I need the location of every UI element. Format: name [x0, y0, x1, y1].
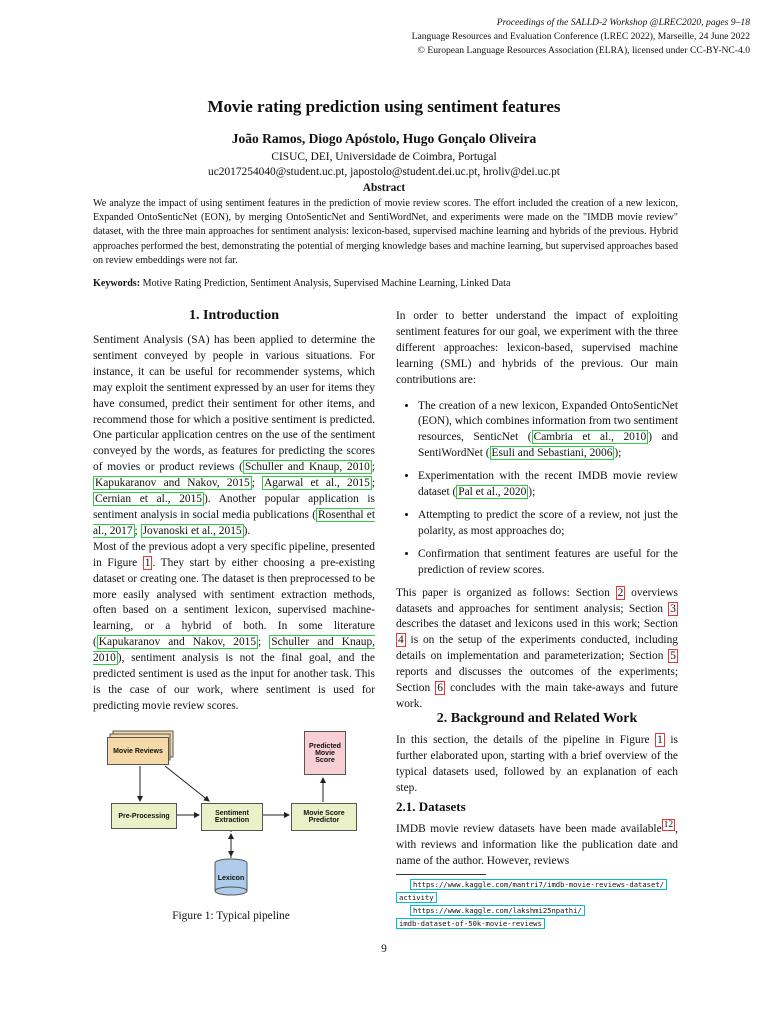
footnote-link[interactable]: activity — [396, 892, 437, 903]
footnote-ref-link[interactable]: 12 — [663, 820, 674, 830]
section-2-text — [396, 733, 678, 797]
box-predicted-score: Predicted Movie Score — [304, 731, 346, 775]
figure-ref-link[interactable]: 1 — [144, 556, 151, 569]
list-item: • Attempting to predict the score of a review, not just the polarity, as most approaches do; — [418, 508, 678, 540]
footnote-2-cont — [396, 917, 696, 930]
abstract-heading: Abstract — [362, 182, 406, 194]
footnote-link[interactable]: https://www.kaggle.com/lakshmi25npathi/ — [410, 905, 585, 916]
footnote-1 — [396, 878, 696, 891]
citation-link[interactable]: Jovanoski et al., 2015 — [142, 524, 242, 537]
figure-ref-link[interactable]: 1 — [657, 734, 663, 746]
citation-link[interactable]: Schuller and Knaup, 2010 — [93, 636, 375, 665]
affiliation-block — [0, 150, 768, 180]
citation-link[interactable]: Cernian et al., 2015 — [95, 493, 202, 506]
box-sentiment-extraction: Sentiment Extraction — [201, 803, 263, 831]
figure-caption: Figure 1: Typical pipeline — [172, 910, 290, 922]
section-ref-link[interactable]: 5 — [670, 650, 676, 663]
page-number: 9 — [381, 943, 387, 955]
list-item: • Confirmation that sentiment features are useful for the prediction of review scores. — [418, 547, 678, 579]
datasets-paragraph: IMDB movie review datasets have been made available $^{12}$ , with reviews and information like the publication date and name of the author. However, reviews — [396, 820, 678, 867]
proceedings-line-2: Language Resources and Evaluation Conference (LREC 2022), Marseille, 24 June 2022 — [411, 31, 750, 42]
citation-link[interactable]: Kapukaranov and Nakov, 2015 — [98, 636, 257, 649]
right-column — [396, 309, 678, 713]
section-1-heading: 1. Introduction — [189, 308, 279, 323]
authors: João Ramos, Diogo Apóstolo, Hugo Gonçalo Oliveira — [231, 131, 537, 146]
affiliation: CISUC, DEI, Universidade de Coimbra, Portugal — [271, 151, 497, 163]
box-preprocessing: Pre-Processing — [111, 803, 177, 829]
section-2-heading: 2. Background and Related Work — [436, 711, 638, 726]
citation-link[interactable]: Cambria et al., 2010 — [533, 431, 647, 444]
paper-title: Movie rating prediction using sentiment features — [207, 97, 561, 116]
footnote-rule — [396, 874, 486, 875]
keywords-text: Motive Rating Prediction, Sentiment Analysis, Supervised Machine Learning, Linked Data — [142, 278, 511, 289]
left-column — [93, 333, 375, 715]
section-ref-link[interactable]: 3 — [670, 602, 676, 615]
footnote-link[interactable]: imdb-dataset-of-50k-movie-reviews — [396, 918, 545, 929]
section-ref-link[interactable]: 4 — [398, 634, 404, 647]
list-item: • The creation of a new lexicon, Expanded OntoSenticNet (EON), which combines information from two sentiment resources, SenticNet ( Cambria et al., 2010 ) and SentiWordNet ( Esuli and Sebastiani, 2006 ); — [418, 399, 678, 463]
citation-link[interactable]: Agarwal et al., 2015 — [264, 477, 370, 490]
keywords — [93, 278, 510, 289]
keywords-label: Keywords: — [93, 278, 141, 289]
citation-link[interactable]: Pal et al., 2020 — [458, 486, 527, 499]
footnote-2 — [396, 904, 696, 917]
footnotes — [396, 878, 696, 930]
section-ref-link[interactable]: 6 — [437, 682, 443, 695]
proceedings-header — [412, 16, 750, 58]
box-movie-reviews: Movie Reviews — [107, 737, 169, 765]
proceedings-line-1: Proceedings of the SALLD-2 Workshop @LREC2020, pages 9–18 — [496, 17, 750, 28]
contributions-list — [396, 399, 678, 579]
citation-link[interactable]: Schuller and Knaup, 2010 — [244, 461, 370, 474]
citation-link[interactable]: Esuli and Sebastiani, 2006 — [491, 447, 613, 460]
emails: uc2017254040@student.uc.pt, japostolo@student.dei.uc.pt, hroliv@dei.uc.pt — [208, 166, 560, 178]
organization-paragraph: This paper is organized as follows: Section 2 overviews datasets and approaches for sentiment analysis; Section 3 describes the dataset and lexicons used in this work; Section 4 is on the setup of the experiments conducted, including details on implementation and parameterization; Section 5 reports and discusses the outcomes of the experiments; Section 6 concludes with the main take-aways and future work. — [396, 586, 679, 710]
intro-paragraph-2: Most of the previous adopt a very specific pipeline, presented in Figure 1 . They start by either choosing a pre-existing dataset or creating one. The dataset is then preprocessed to be more easily analysed with sentiment extraction methods, often based on a sentiment lexicon, supervised machine-learning, or a hybrid of both. In some literature ( Kapukaranov and Nakov, 2015 ; Schuller and Knaup, 2010 ), sentiment analysis is not the final goal, and the predicted sentiment is used as the input for another task. This is the case of our work, where sentiment is used for predicting movie review scores. — [93, 540, 375, 712]
section-ref-link[interactable]: 2 — [617, 586, 624, 599]
subsection-2-1-heading: 2.1. Datasets — [396, 799, 466, 814]
intro-paragraph-1: Sentiment Analysis (SA) has been applied to determine the sentiment conveyed by people in various situations. For instance, it can be useful for recommender systems, which may exploit the sentiment expressed by an user for items they have consumed, predict their sentiment for other items, and recommend those for which a positive sentiment is predicted. One particular application centres on the use of the sentiment conveyed by the words, as features for predicting the scores of movies or product reviews ( Schuller and Knaup, 2010 ; Kapukaranov and Nakov, 2015 ; Agarwal et al., 2015 ; Cernian et al., 2015 ). Another popular application is sentiment analysis in social media publications ( Rosenthal et al., 2017 ; Jovanoski et al., 2015 ). — [93, 334, 375, 537]
list-item: • Experimentation with the recent IMDB movie review dataset ( Pal et al., 2020 ); — [418, 469, 678, 501]
citation-link[interactable]: Rosenthal et al., 2017 — [93, 508, 375, 537]
proceedings-line-3: © European Language Resources Association (ELRA), licensed under CC-BY-NC-4.0 — [417, 45, 750, 56]
section-2-paragraph: In this section, the details of the pipeline in Figure 1 is further elaborated upon, starting with a brief overview of the typical datasets used, followed by an explanation of each step. — [396, 734, 678, 794]
figure-pipeline — [103, 726, 379, 906]
subsection-2-1-text — [396, 818, 678, 870]
abstract-text: We analyze the impact of using sentiment features in the prediction of movie review scores. The effort included the creation of a new lexicon, Expanded OntoSenticNet (EON), by merging OntoSenticNet and SentiWordNet, and experiments were made on the "IMDB movie review" dataset, with the three main approaches for sentiment analysis: lexicon-based, supervised machine learning and hybrids of the previous. Hybrid approaches performed the best, demonstrating the potential of merging knowledge bases and machine learning, but supervised approaches based on review embeddings were not far. — [93, 198, 678, 266]
footnote-1-cont — [396, 891, 696, 904]
footnote-link[interactable]: https://www.kaggle.com/mantri7/imdb-movie-reviews-dataset/ — [410, 879, 667, 890]
citation-link[interactable]: Kapukaranov and Nakov, 2015 — [95, 477, 250, 490]
contributions-intro: In order to better understand the impact of exploiting sentiment features for our goal, we experiment with the three different approaches: lexicon-based, supervised machine learning (SML) and hybrids of the previous. Our main contributions are: — [396, 310, 678, 386]
box-lexicon: Lexicon — [217, 874, 245, 882]
box-score-predictor: Movie Score Predictor — [291, 803, 357, 831]
